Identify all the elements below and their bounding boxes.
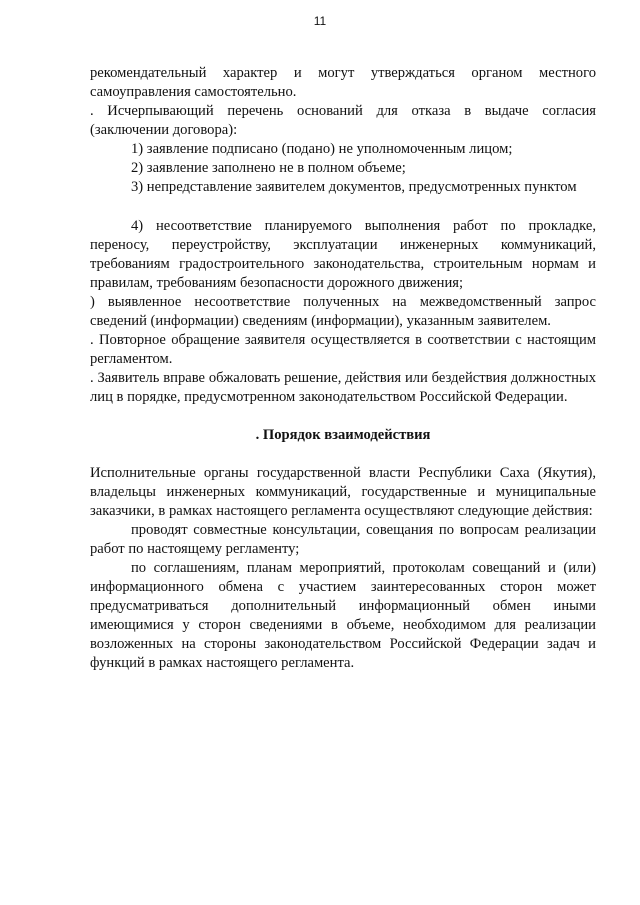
paragraph-appeal: . Заявитель вправе обжаловать решение, действия или бездействия должностных лиц в порядке, предусмотренном законодательством Российской Федерации.	[90, 370, 596, 405]
blank-line	[90, 197, 596, 217]
page-number: 11	[313, 14, 327, 28]
paragraph-interaction-parties: Исполнительные органы государственной власти Республики Саха (Якутия), владельцы инженерных коммуникаций, государственные и муниципальные заказчики, в рамках настоящего регламента осуществляют следующие действия:	[90, 465, 596, 519]
list-item-refusal-3: 3) непредставление заявителем документов, предусмотренных пунктом	[131, 179, 577, 195]
list-item-refusal-2: 2) заявление заполнено не в полном объеме;	[131, 160, 406, 176]
paragraph-repeat-request: . Повторное обращение заявителя осуществляется в соответствии с настоящим регламентом.	[90, 332, 596, 367]
paragraph-advisory: рекомендательный характер и могут утверждаться органом местного самоуправления самостоятельно.	[90, 65, 596, 100]
paragraph-refusal-grounds: . Исчерпывающий перечень оснований для отказа в выдаче согласия (заключении договора):	[90, 103, 596, 138]
list-item-refusal-1: 1) заявление подписано (подано) не уполномоченным лицом;	[131, 141, 513, 157]
paragraph-consultations: проводят совместные консультации, совещания по вопросам реализации работ по настоящему регламенту;	[90, 522, 596, 557]
paragraph-information-exchange: по соглашениям, планам мероприятий, протоколам совещаний и (или) информационного обмена с участием заинтересованных сторон может предусматриваться дополнительный информационный обмен иными имеющимися у сторон сведениями в объеме, необходимом для реализации возложенных на стороны законодательством Российской Федерации задач и функций в рамках настоящего регламента.	[90, 560, 596, 671]
list-item-refusal-5: ) выявленное несоответствие полученных на межведомственный запрос сведений (информации) сведениям (информации), указанным заявителем.	[90, 294, 596, 329]
section-heading: . Порядок взаимодействия	[255, 427, 431, 443]
document-body	[90, 64, 596, 673]
list-item-refusal-4: 4) несоответствие планируемого выполнения работ по прокладке, переносу, переустройству, эксплуатации инженерных коммуникаций, требованиям градостроительного законодательства, строительным нормам и правилам, требованиям безопасности дорожного движения;	[90, 218, 596, 291]
